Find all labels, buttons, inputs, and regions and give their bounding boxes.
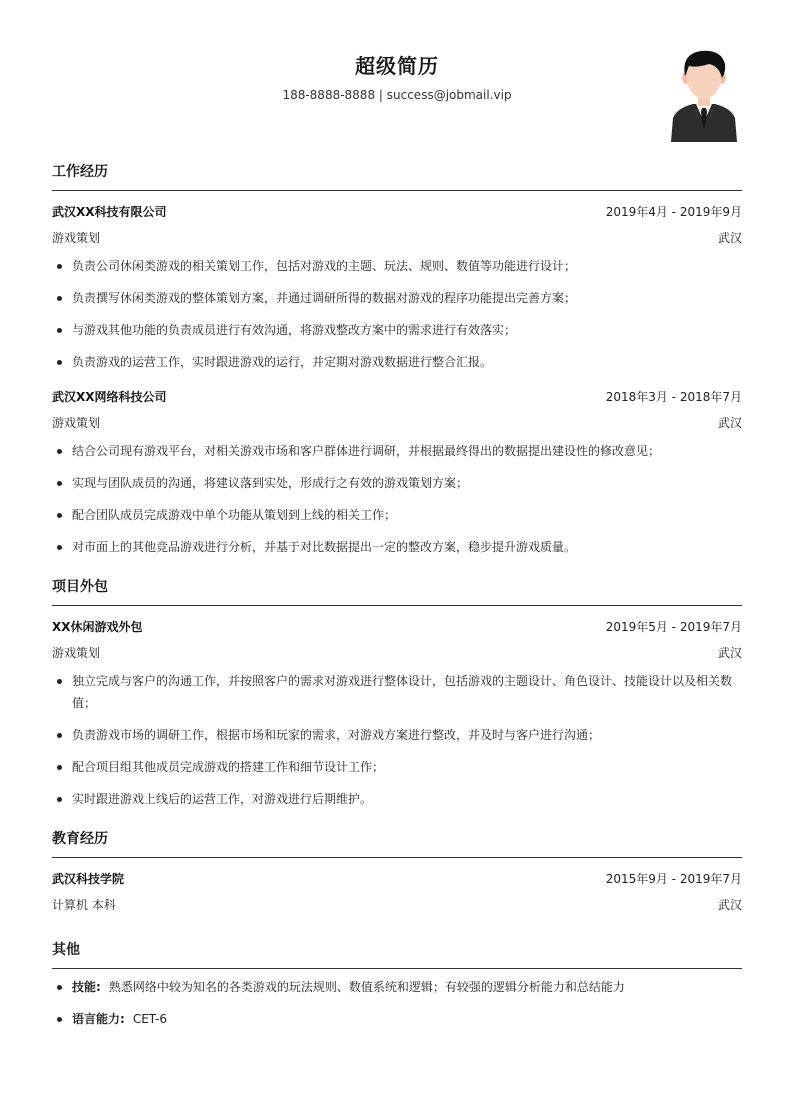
list-item: [52, 976, 742, 998]
job-role: 游戏策划: [52, 645, 101, 660]
location: 武汉: [717, 230, 742, 245]
list-item: 与游戏其他功能的负责成员进行有效沟通，将游戏整改方案中的需求进行有效落实；: [52, 319, 742, 341]
job-role: 游戏策划: [52, 230, 101, 245]
duty-list: [52, 440, 742, 558]
contact-info: 188-8888-8888 | success@jobmail.vip: [282, 88, 512, 102]
section-title: 其他: [52, 939, 742, 969]
list-item: 实现与团队成员的沟通，将建议落到实处，形成行之有效的游戏策划方案；: [52, 472, 742, 494]
company-name: 武汉XX网络科技公司: [52, 389, 167, 404]
list-item: 实时跟进游戏上线后的运营工作，对游戏进行后期维护。: [52, 788, 742, 810]
skill-value: 熟悉网络中较为知名的各类游戏的玩法规则、数值系统和逻辑；有较强的逻辑分析能力和总结能力: [108, 980, 625, 994]
list-item: 配合团队成员完成游戏中单个功能从策划到上线的相关工作；: [52, 504, 742, 526]
location: 武汉: [717, 897, 742, 912]
list-item: 结合公司现有游戏平台，对相关游戏市场和客户群体进行调研，并根据最终得出的数据提出建设性的修改意见；: [52, 440, 742, 462]
other-list: [52, 976, 742, 1030]
resume-page: [52, 0, 742, 1040]
date-range: 2018年3月 - 2018年7月: [605, 389, 742, 404]
list-item: 负责游戏市场的调研工作，根据市场和玩家的需求，对游戏方案进行整改，并及时与客户进行沟通；: [52, 724, 742, 746]
degree: 计算机 本科: [52, 897, 116, 912]
list-item: 负责游戏的运营工作，实时跟进游戏的运行，并定期对游戏数据进行整合汇报。: [52, 351, 742, 373]
list-item: 配合项目组其他成员完成游戏的搭建工作和细节设计工作；: [52, 756, 742, 778]
other-section: [52, 939, 742, 1030]
list-item: 对市面上的其他竞品游戏进行分析，并基于对比数据提出一定的整改方案，稳步提升游戏质量。: [52, 536, 742, 558]
avatar-photo: [669, 48, 739, 142]
location: 武汉: [717, 645, 742, 660]
language-value: CET-6: [132, 1012, 167, 1026]
project-name: XX休闲游戏外包: [52, 619, 143, 634]
duty-list: [52, 670, 742, 810]
work-entry: [52, 198, 742, 373]
projects-section: [52, 576, 742, 810]
list-item: 负责公司休闲类游戏的相关策划工作，包括对游戏的主题、玩法、规则、数值等功能进行设计；: [52, 255, 742, 277]
language-label: 语言能力:: [72, 1012, 125, 1026]
work-section: [52, 161, 742, 558]
education-entry: [52, 865, 742, 917]
section-title: 项目外包: [52, 576, 742, 606]
date-range: 2019年4月 - 2019年9月: [605, 204, 742, 219]
company-name: 武汉XX科技有限公司: [52, 204, 167, 219]
location: 武汉: [717, 415, 742, 430]
date-range: 2019年5月 - 2019年7月: [605, 619, 742, 634]
duty-list: [52, 255, 742, 373]
date-range: 2015年9月 - 2019年7月: [605, 871, 742, 886]
education-section: [52, 828, 742, 917]
skill-label: 技能:: [72, 980, 101, 994]
project-entry: [52, 613, 742, 810]
candidate-name: 超级简历: [355, 54, 439, 78]
school-name: 武汉科技学院: [52, 871, 125, 886]
work-entry: [52, 383, 742, 558]
list-item: 独立完成与客户的沟通工作，并按照客户的需求对游戏进行整体设计，包括游戏的主题设计、角色设计、技能设计以及相关数值；: [52, 670, 742, 714]
section-title: 工作经历: [52, 161, 742, 191]
job-role: 游戏策划: [52, 415, 101, 430]
list-item: [52, 1008, 742, 1030]
list-item: 负责撰写休闲类游戏的整体策划方案，并通过调研所得的数据对游戏的程序功能提出完善方案；: [52, 287, 742, 309]
resume-header: [52, 0, 742, 145]
section-title: 教育经历: [52, 828, 742, 858]
